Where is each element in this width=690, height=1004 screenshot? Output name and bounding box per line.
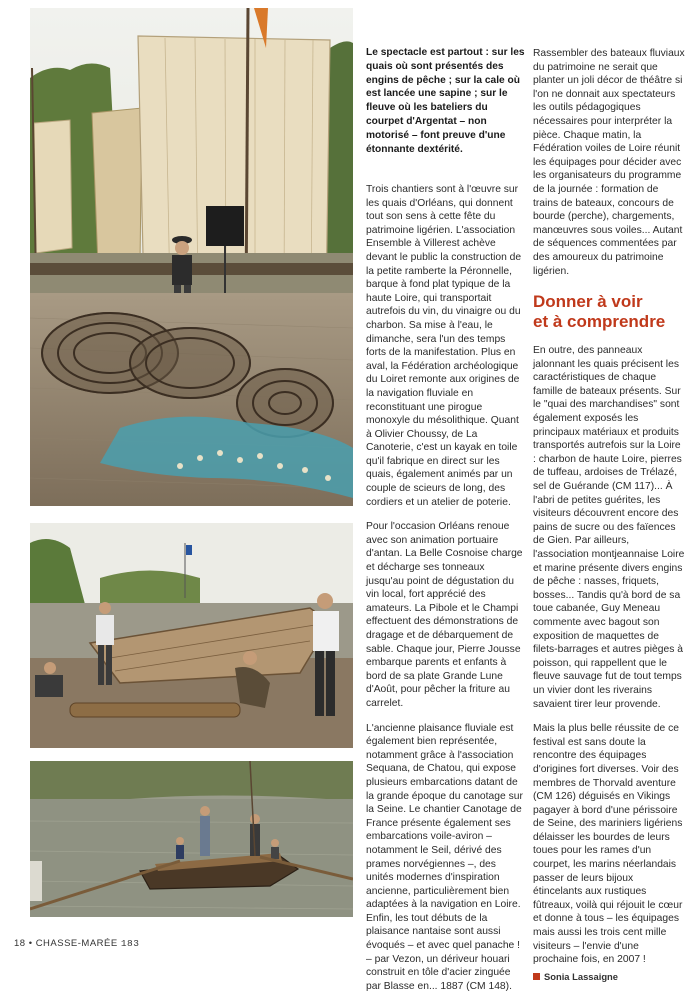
page-number: 18: [14, 938, 26, 949]
column-2-paragraph-1: Rassembler des bateaux fluviaux du patrimoine ne serait que planter un joli décor de théâtre si l'on ne donnait aux spectateurs les outils pédagogiques nécessaires pour interpréter la pièce. Chaque matin, la Fédération voiles de Loire réunit les équipages pour décider avec les organisateurs du programme de la journée : formation de trains de bateaux, concours de bourde (perche), chargements, manœuvres sous voiles... Autant de séquences commentées par des amoureux du patrimoine ligérien.: [533, 48, 685, 277]
author-signature: [533, 970, 685, 984]
section-heading-line-2: et à comprendre: [533, 312, 666, 332]
section-heading-line-1: Donner à voir: [533, 292, 643, 312]
article-column-2: [533, 47, 685, 983]
section-heading: [533, 292, 685, 332]
author-name: Sonia Lassaigne: [544, 970, 618, 982]
footer-separator-icon: •: [28, 938, 36, 949]
photo-slipway-launch: [30, 523, 353, 748]
column-2-paragraph-3: Mais la plus belle réussite de ce festival est sans doute la rencontre des équipages d'origines fort diverses. Voir des membres de Thorvald aventure (CM 126) déguisés en Vikings pagayer à bord d'une périssoire de Seine, des mariniers ligériens délaisser les bourdes de leurs toues pour les rames d'un courpet, les marins néerlandais passer de leurs bijoux étincelants aux rustiques fûtreaux, voilà qui réjouit le cœur et donne à tous – les équipages mais aussi les trois cent mille visiteurs – l'envie d'une prochaine fois, en 2007 !: [533, 723, 683, 966]
issue-number: 183: [120, 938, 140, 949]
column-2-paragraph-2: En outre, des panneaux jalonnant les quais précisent les caractéristiques de chaque famille de bateaux présents. Sur le "quai des marchandises" sont également exposés les principaux matériaux et produits transportés autrefois sur la Loire : charbon de haute Loire, pierres de tuffeau, ardoises de Trélazé, sel de Guérande (CM 117)... À l'abri de petites guérites, les visiteurs découvrent encore des pains de sucre ou des faïences de Gien. Par ailleurs, l'association montjeannaise Loire et marine présente divers engins de pêche : nasses, friquets, bosses... Tandis qu'à bord de sa toue cabanée, Guy Meneau commente avec bagout son exposition de maquettes de filets-barrages et autres pièges à poisson, qui rappellent que le fleuve sauvage fut de tout temps un vivier dont les riverains savaient tirer leur provende.: [533, 345, 685, 710]
column-1-paragraph-3: L'ancienne plaisance fluviale est également bien représentée, notamment grâce à l'association Sequana, de Chatou, qui expose plusieurs embarcations datant de la grande époque du canotage sur la Seine. Le chantier Canotage de France présente également ses embarcations voile-aviron – notamment le Seil, dérivé des prames norvégiennes –, des unités modernes d'inspiration ancienne, particulièrement bien adaptées à la navigation en Loire. Enfin, les tout débuts de la plaisance nantaise sont aussi évoqués – et avec quel panache ! – par Vezon, un dériveur houari construit en tôle d'acier zinguée par Blasse en... 1887 (CM 148).: [366, 722, 523, 992]
page-footer: [14, 938, 139, 949]
author-square-icon: [533, 973, 540, 980]
column-1-paragraph-1: Trois chantiers sont à l'œuvre sur les quais d'Orléans, qui donnent tout son sens à cette fête du patrimoine ligérien. L'association Ensemble à Villerest achève devant le public la construction de la petite ramberte la Péronnelle, barque à fond plat typique de la haute Loire, qui transportait autrefois du vin, du vinaigre ou du charbon. Sa mise à l'eau, le dimanche, sera l'un des temps forts de la manifestation. Plus en aval, la Fédération archéologique du Loiret remonte aux origines de la navigation fluviale en reconstituant une pirogue monoxyle du mésolithique. Quant à Olivier Choussy, de La Canoterie, c'est un kayak en toile qu'il fabrique en direct sur les quais, également animés par un couple de scieurs de long, des cordiers et un atelier de poterie.: [366, 184, 522, 508]
magazine-name: CHASSE-MARÉE: [35, 938, 118, 949]
column-1-paragraph-2: Pour l'occasion Orléans renoue avec son animation portuaire d'antan. La Belle Cosnoise charge et décharge ses tonneaux jusqu'au point de dégustation du vin local, fort apprécié des amateurs. La Pibole et le Champi effectuent des démonstrations de dragage et de débarquement de sable. Chaque jour, Pierre Jousse embarque parents et enfants à bord de sa plate Grande Lune d'Août, pour pêcher la friture au carrelet.: [366, 521, 523, 709]
photo-caption: Le spectacle est partout : sur les quais où sont présentés des engins de pêche ; sur la cale où est lancée une sapine ; sur le fleuve où les bateliers du courpet d'Argentat – non motorisé – font preuve d'une étonnante dextérité.: [366, 47, 525, 155]
article-column-1: [366, 183, 524, 1004]
photo-quay-fishing-traps: [30, 8, 353, 506]
photo-slipway-launch-image: [30, 523, 353, 748]
photo-quay-fishing-traps-image: [30, 8, 353, 506]
photo-river-courpet: [30, 761, 353, 917]
photo-river-courpet-image: [30, 761, 353, 917]
